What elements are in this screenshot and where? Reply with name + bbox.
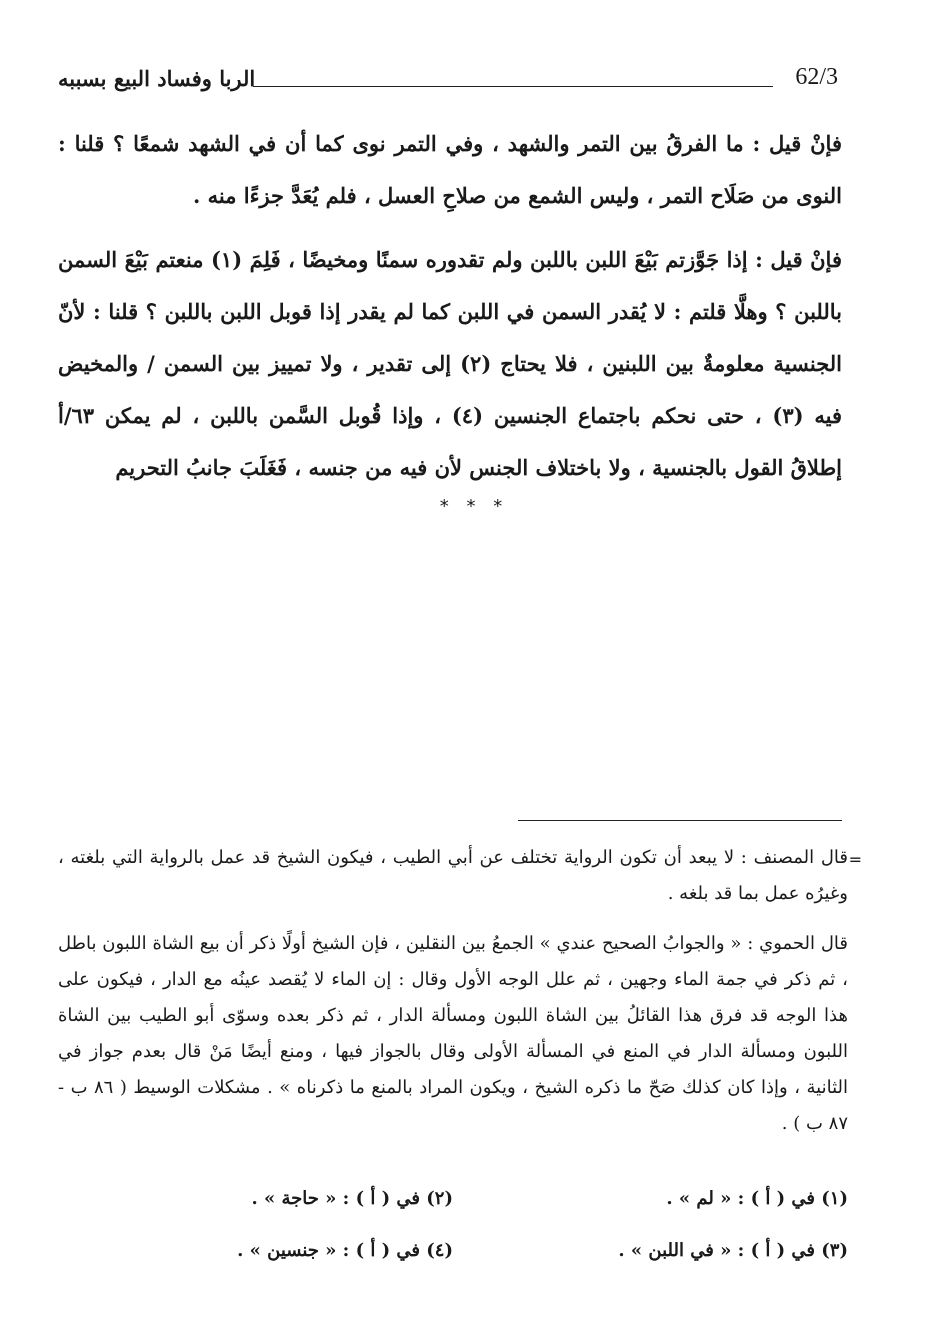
section-separator: * * * xyxy=(439,496,509,517)
footnote-1: (١) في ( أ ) : « لم » . xyxy=(666,1188,848,1209)
footnote-2: (٢) في ( أ ) : « حاجة » . xyxy=(251,1188,453,1209)
continuation-mark: = xyxy=(848,850,862,869)
footnote-3: (٣) في ( أ ) : « في اللبن » . xyxy=(618,1240,848,1261)
footnotes-continued xyxy=(58,840,862,1156)
page-number: 62/3 xyxy=(795,64,838,90)
footnote-paragraph-1: قال المصنف : لا يبعد أن تكون الرواية تختلف عن أبي الطيب ، فيكون الشيخ قد عمل بالرواية التي بلغته ، وغيرُه عمل بما قد بلغه . xyxy=(58,847,848,904)
footnote-paragraph-2: قال الحموي : « والجوابُ الصحيح عندي » الجمعُ بين النقلين ، فإن الشيخ أولًا ذكر أن بيع الشاة اللبون باطل ، ثم ذكر في جمة الماء وجهين ، ثم علل الوجه الأول وقال : إن الماء لا يُقصد عينُه مع الدار ، فيكون على هذا الوجه قد فرق هذا القائلُ بين الشاة اللبون ومسألة الدار ، ثم ذكر بعده وسوّى أبو الطيب بين الشاة اللبون ومسألة الدار في المنع في المسألة الأولى وقال بالجواز فيها ، ومنع أيضًا مَنْ قال بعدم جواز في الثانية ، وإذا كان كذلك صَحّ ما ذكره الشيخ ، ويكون المراد بالمنع ما ذكرناه » . مشكلات الوسيط ( ٨٦ ب - ٨٧ ب ) . xyxy=(58,933,848,1134)
running-title: الربا وفساد البيع بسببه xyxy=(58,66,256,91)
main-text xyxy=(58,118,842,506)
body-paragraph-2: فإنْ قيل : إذا جَوَّزتم بَيْعَ اللبن باللبن ولم تقدوره سمنًا ومخيضًا ، فَلِمَ (١) منعتم بَيْعَ السمن باللبن ؟ وهلَّا قلتم : لا يُقدر السمن في اللبن كما لم يقدر إذا قوبل اللبن باللبن ؟ قلنا : لأنّ الجنسية معلومةٌ بين اللبنين ، فلا يحتاج (٢) إلى تقدير ، ولا تمييز بين السمن / والمخيض فيه (٣) ، حتى نحكم باجتماع الجنسين (٤) ، وإذا قُوبل السَّمن باللبن ، لم يمكن ٦٣/أ إطلاقُ القول بالجنسية ، ولا باختلاف الجنس لأن فيه من جنسه ، فَغَلَبَ جانبُ التحريم xyxy=(58,247,843,480)
footnote-4: (٤) في ( أ ) : « جنسين » . xyxy=(237,1240,453,1261)
header-rule xyxy=(253,86,773,87)
body-paragraph-1: فإنْ قيل : ما الفرقُ بين التمر والشهد ، وفي التمر نوى كما أن في الشهد شمعًا ؟ قلنا : النوى من صَلَاح التمر ، وليس الشمع من صلاحِ العسل ، فلم يُعَدَّ جزءًا منه . xyxy=(58,131,842,208)
footnote-rule xyxy=(518,820,842,821)
numbered-footnotes xyxy=(58,1184,848,1266)
running-header xyxy=(58,62,848,102)
